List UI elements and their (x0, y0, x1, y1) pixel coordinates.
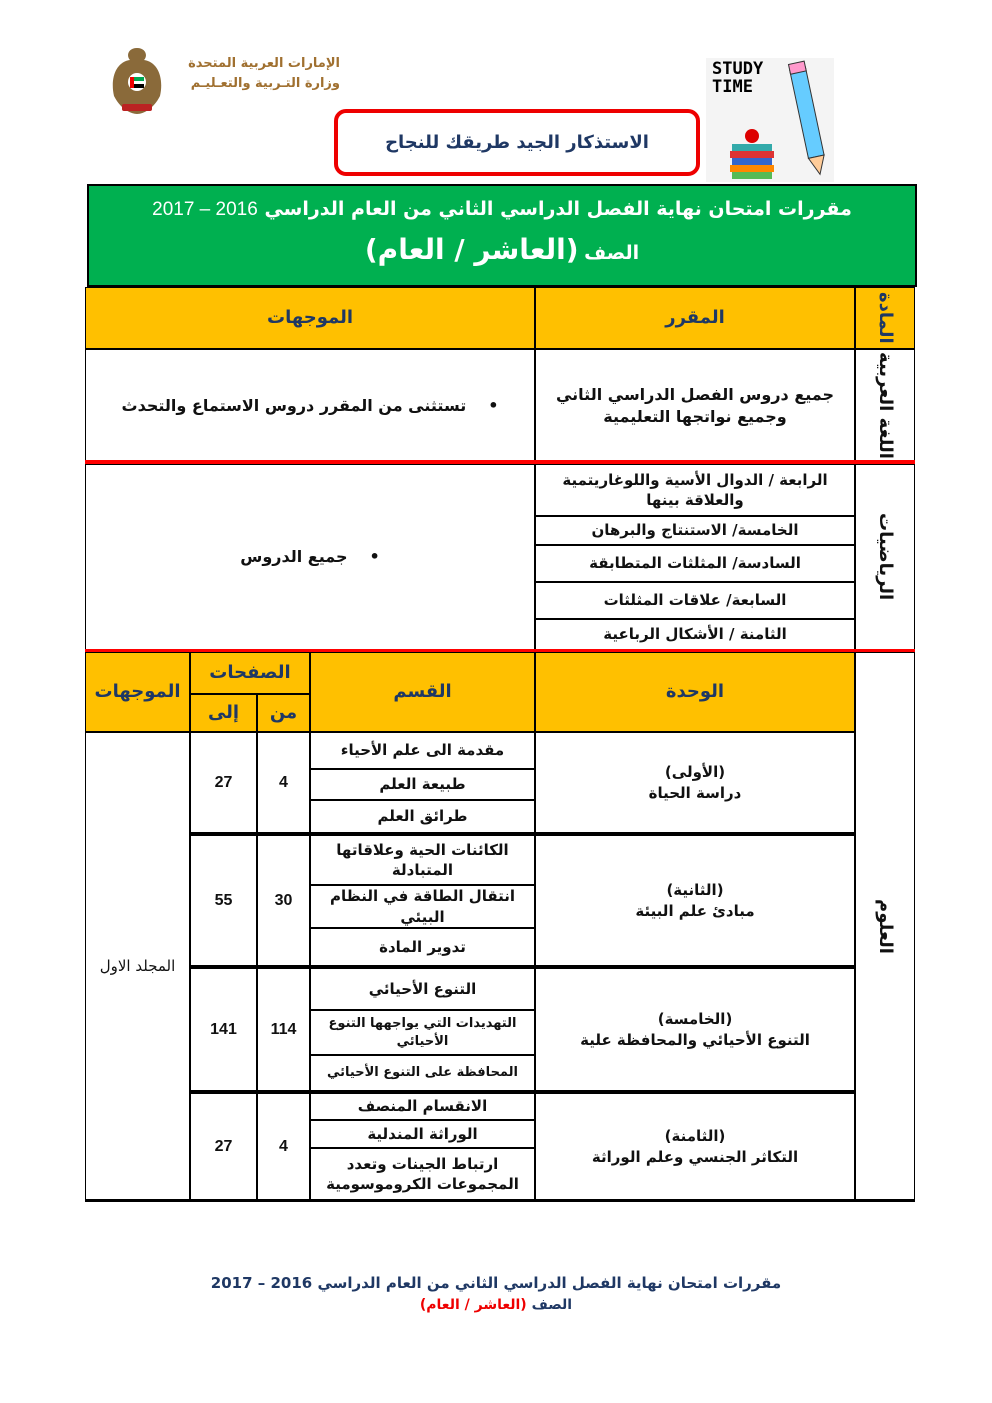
unit-name: دراسة الحياة (648, 783, 742, 802)
page-to: 141 (190, 968, 257, 1093)
motto-text: الاستذكار الجيد طريقك للنجاح (385, 132, 649, 153)
section: انتقال الطاقة في النظام البيئي (310, 885, 535, 928)
unit-number: (الثانية) (666, 881, 724, 900)
subject-arabic: اللغة العربية (855, 349, 915, 462)
title-line (89, 198, 915, 221)
page-from: 4 (257, 732, 310, 835)
header-pages: الصفحات (190, 652, 310, 694)
footer-title (0, 1274, 992, 1292)
section: طبيعة العلم (310, 769, 535, 800)
section: الكائنات الحية وعلاقاتها المتبادلة (310, 835, 535, 885)
math-unit: السادسة/ المثلثات المتطابقة (535, 545, 855, 582)
section: ارتباط الجينات وتعدد المجموعات الكروموسومية (310, 1148, 535, 1202)
bullet-icon: • (488, 395, 499, 415)
study-time-illustration (706, 58, 834, 182)
section: التهديدات التي يواجهها التنوع الأحيائي (310, 1010, 535, 1055)
section: الانقسام المنصف (310, 1093, 535, 1120)
section: المحافظة على التنوع الأحيائي (310, 1055, 535, 1093)
footer-grade-prefix: الصف (531, 1297, 573, 1313)
subject-math: الرياضيات (855, 464, 915, 650)
ministry-name-line2: وزارة التـربية والتعـليـم (190, 76, 340, 91)
page-from: 114 (257, 968, 310, 1093)
unit-name: التكاثر الجنسي وعلم الوراثة (591, 1147, 799, 1166)
arabic-directions-text: تستثنى من المقرر دروس الاستماع والتحدث (121, 395, 467, 415)
footer-title-text: مقررات امتحان نهاية الفصل الدراسي الثاني من العام الدراسي (317, 1274, 782, 1292)
unit-number: (الثامنة) (664, 1127, 726, 1146)
section: الوراثة المندلية (310, 1120, 535, 1148)
uae-emblem-logo (108, 44, 166, 118)
subject-science (855, 652, 915, 1202)
title-banner (87, 184, 917, 287)
page-to: 55 (190, 835, 257, 968)
footer-grade-value: (العاشر / العام) (419, 1297, 527, 1313)
header-from: من (257, 694, 310, 732)
footer-grade (0, 1297, 992, 1313)
motto-box (334, 109, 700, 176)
page-to: 27 (190, 732, 257, 835)
grade-line (89, 233, 915, 266)
title-text: مقررات امتحان نهاية الفصل الدراسي الثاني من العام الدراسي (264, 198, 852, 220)
subject-science-label: العلوم (875, 898, 897, 954)
grade-value: (العاشر / العام) (364, 233, 579, 266)
unit-number: (الخامسة) (657, 1010, 733, 1029)
grade-prefix: الصف (584, 242, 640, 264)
header-unit: الوحدة (535, 652, 855, 732)
ministry-name-line1: الإمارات العربية المتحدة (188, 56, 340, 71)
science-unit (535, 732, 855, 835)
title-years: 2016 – 2017 (152, 199, 258, 220)
math-directions-text: جميع الدروس (240, 547, 348, 567)
math-unit: الثامنة / الأشكال الرباعية (535, 619, 855, 650)
footer-years: 2016 – 2017 (210, 1274, 313, 1292)
header-science-directions: الموجهات (85, 652, 190, 732)
section: تدوير المادة (310, 928, 535, 968)
bullet-icon: • (369, 547, 380, 567)
study-time-logo-text: STUDY TIME (712, 59, 764, 97)
section: التنوع الأحيائي (310, 968, 535, 1010)
page-from: 4 (257, 1093, 310, 1202)
arabic-course: جميع دروس الفصل الدراسي الثاني وجميع نواتجها التعليمية (535, 349, 855, 462)
science-unit (535, 835, 855, 968)
header-directions: الموجهات (85, 287, 535, 349)
header-subject: المادة (855, 287, 915, 349)
math-unit: الرابعة / الدوال الأسية واللوغاريتمية والعلاقة بينها (535, 464, 855, 516)
page-from: 30 (257, 835, 310, 968)
science-unit (535, 1093, 855, 1202)
section: طرائق العلم (310, 800, 535, 835)
math-unit: السابعة/ علاقات المثلثات (535, 582, 855, 619)
math-directions (85, 464, 535, 650)
unit-name: مبادئ علم البيئة (635, 901, 755, 920)
unit-name: التنوع الأحيائي والمحافظة علية (580, 1030, 810, 1049)
header-course: المقرر (535, 287, 855, 349)
header-section: القسم (310, 652, 535, 732)
arabic-directions (85, 349, 535, 462)
page-to: 27 (190, 1093, 257, 1202)
science-unit (535, 968, 855, 1093)
unit-number: (الأولى) (664, 763, 726, 782)
science-directions: المجلد الاول (85, 732, 190, 1202)
section: مقدمة الى علم الأحياء (310, 732, 535, 769)
header-to: إلى (190, 694, 257, 732)
math-unit: الخامسة/ الاستنتاج والبرهان (535, 516, 855, 545)
